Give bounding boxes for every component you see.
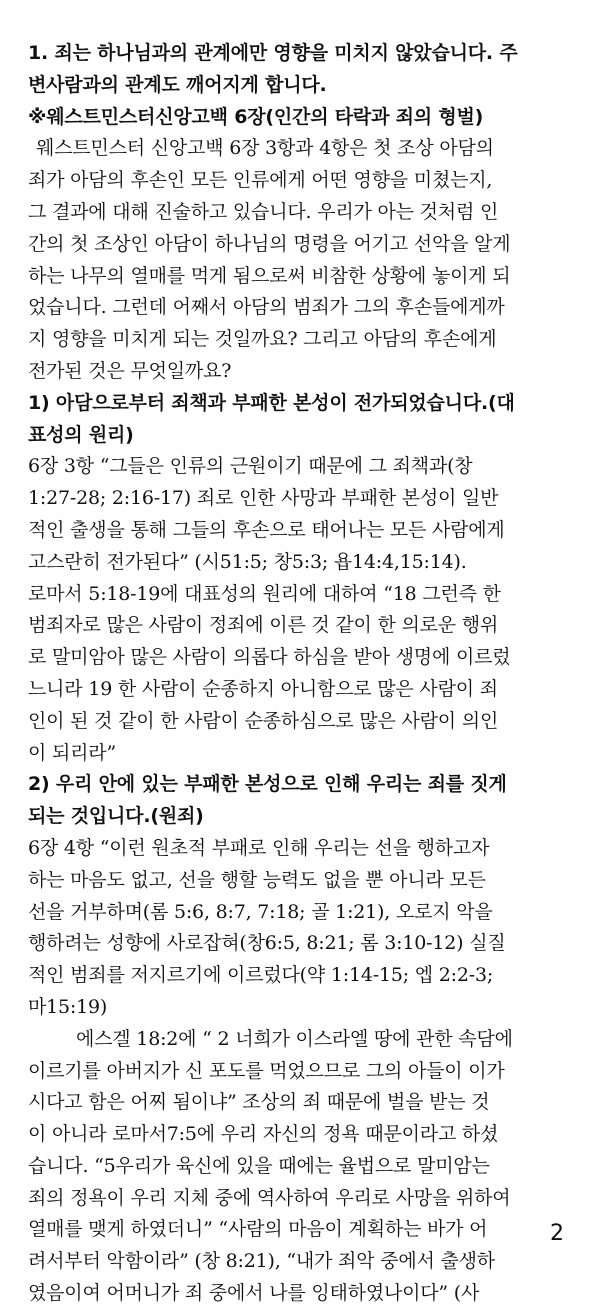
text-line: 하는 마음도 없고, 선을 행할 능력도 없을 뿐 아니라 모든 bbox=[28, 868, 486, 891]
text-line: 하는 나무의 열매를 먹게 됨으로써 비참한 상황에 놓이게 되 bbox=[28, 264, 511, 287]
text-line: 습니다. “5우리가 육신에 있을 때에는 율법으로 말미암는 bbox=[28, 1154, 490, 1177]
text-line: 행하려는 성향에 사로잡혀(창6:5, 8:21; 롬 3:10-12) 실질 bbox=[28, 932, 506, 955]
text-line: 1:27-28; 2:16-17) 죄로 인한 사망과 부패한 본성이 일반 bbox=[28, 487, 499, 510]
document-body bbox=[28, 38, 568, 1310]
text-line: 적인 출생을 통해 그들의 후손으로 태어나는 모든 사람에게 bbox=[28, 518, 505, 541]
text-line: 에스겔 18:2에 “ 2 너희가 이스라엘 땅에 관한 속담에 bbox=[76, 1027, 513, 1050]
text-line: 간의 첫 조상인 아담이 하나님의 명령을 어기고 선악을 알게 bbox=[28, 232, 511, 255]
section-title: 되는 것입니다.(원죄) bbox=[28, 805, 204, 828]
text-line: 였음이여 어머니가 죄 중에서 나를 잉태하였나이다” (사 bbox=[28, 1282, 480, 1305]
section-2 bbox=[28, 769, 568, 1310]
text-line: 웨스트민스터 신앙고백 6장 3항과 4항은 첫 조상 아담의 bbox=[36, 137, 494, 160]
section-title: 표성의 원리) bbox=[28, 423, 134, 446]
text-line: 이르기를 아버지가 신 포도를 먹었으므로 그의 아들이 이가 bbox=[28, 1059, 505, 1082]
text-line: 시다고 함은 어찌 됨이냐” 조상의 죄 때문에 벌을 받는 것 bbox=[28, 1091, 490, 1114]
text-line: 적인 범죄를 저지르기에 이르렀다(약 1:14-15; 엡 2:2-3; bbox=[28, 964, 494, 987]
section-title: 2) 우리 안에 있는 부패한 본성으로 인해 우리는 죄를 짓게 bbox=[28, 773, 507, 796]
text-line: 6장 3항 “그들은 인류의 근원이기 때문에 그 죄책과(창 bbox=[28, 455, 473, 478]
text-line: 마15:19) bbox=[28, 995, 108, 1018]
text-line: 로마서 5:18-19에 대표성의 원리에 대하여 “18 그런즉 한 bbox=[28, 582, 501, 605]
confession-reference: ※웨스트민스터신앙고백 6장(인간의 타락과 죄의 형벌) bbox=[28, 105, 484, 128]
section-title: 1) 아담으로부터 죄책과 부패한 본성이 전가되었습니다.(대 bbox=[28, 391, 515, 414]
text-line: 이 되리라” bbox=[28, 741, 116, 764]
text-line: 인이 된 것 같이 한 사람이 순종하심으로 많은 사람이 의인 bbox=[28, 709, 499, 732]
text-line: 범죄자로 많은 사람이 정죄에 이른 것 같이 한 의로운 행위 bbox=[28, 614, 499, 637]
text-line: 전가된 것은 무엇일까요? bbox=[28, 359, 232, 382]
text-line: 려서부터 악함이라” (창 8:21), “내가 죄악 중에서 출생하 bbox=[28, 1250, 495, 1273]
text-line: 고스란히 전가된다” (시51:5; 창5:3; 욥14:4,15:14). bbox=[28, 550, 467, 573]
text-line: 열매를 맺게 하였더니” “사람의 마음이 계획하는 바가 어 bbox=[28, 1218, 488, 1241]
text-line: 죄의 정욕이 우리 지체 중에 역사하여 우리로 사망을 위하여 bbox=[28, 1186, 511, 1209]
heading bbox=[28, 38, 568, 133]
text-line: 죄가 아담의 후손인 모든 인류에게 어떤 영향을 미쳤는지, bbox=[28, 169, 493, 192]
text-line: 선을 거부하며(롬 5:6, 8:7, 7:18; 골 1:21), 오로지 악을 bbox=[28, 900, 493, 923]
section-1 bbox=[28, 388, 568, 770]
text-line: 이 아니라 로마서7:5에 우리 자신의 정욕 때문이라고 하셨 bbox=[28, 1123, 499, 1146]
page-number: 2 bbox=[550, 1221, 564, 1246]
heading-line: 1. 죄는 하나님과의 관계에만 영향을 미치지 않았습니다. 주 bbox=[28, 42, 518, 64]
text-line: 그 결과에 대해 진술하고 있습니다. 우리가 아는 것처럼 인 bbox=[28, 200, 499, 223]
text-line: 로 말미암아 많은 사람이 의롭다 하심을 받아 생명에 이르렀 bbox=[28, 646, 511, 669]
text-line: 6장 4항 “이런 원초적 부패로 인해 우리는 선을 행하고자 bbox=[28, 836, 490, 859]
text-line: 지 영향을 미치게 되는 것일까요? 그리고 아담의 후손에게 bbox=[28, 328, 497, 351]
intro-paragraph bbox=[28, 133, 568, 387]
heading-line: 변사람과의 관계도 깨어지게 합니다. bbox=[28, 73, 327, 96]
text-line: 느니라 19 한 사람이 순종하지 아니함으로 많은 사람이 죄 bbox=[28, 677, 498, 700]
text-line: 었습니다. 그런데 어째서 아담의 범죄가 그의 후손들에게까 bbox=[28, 296, 505, 319]
